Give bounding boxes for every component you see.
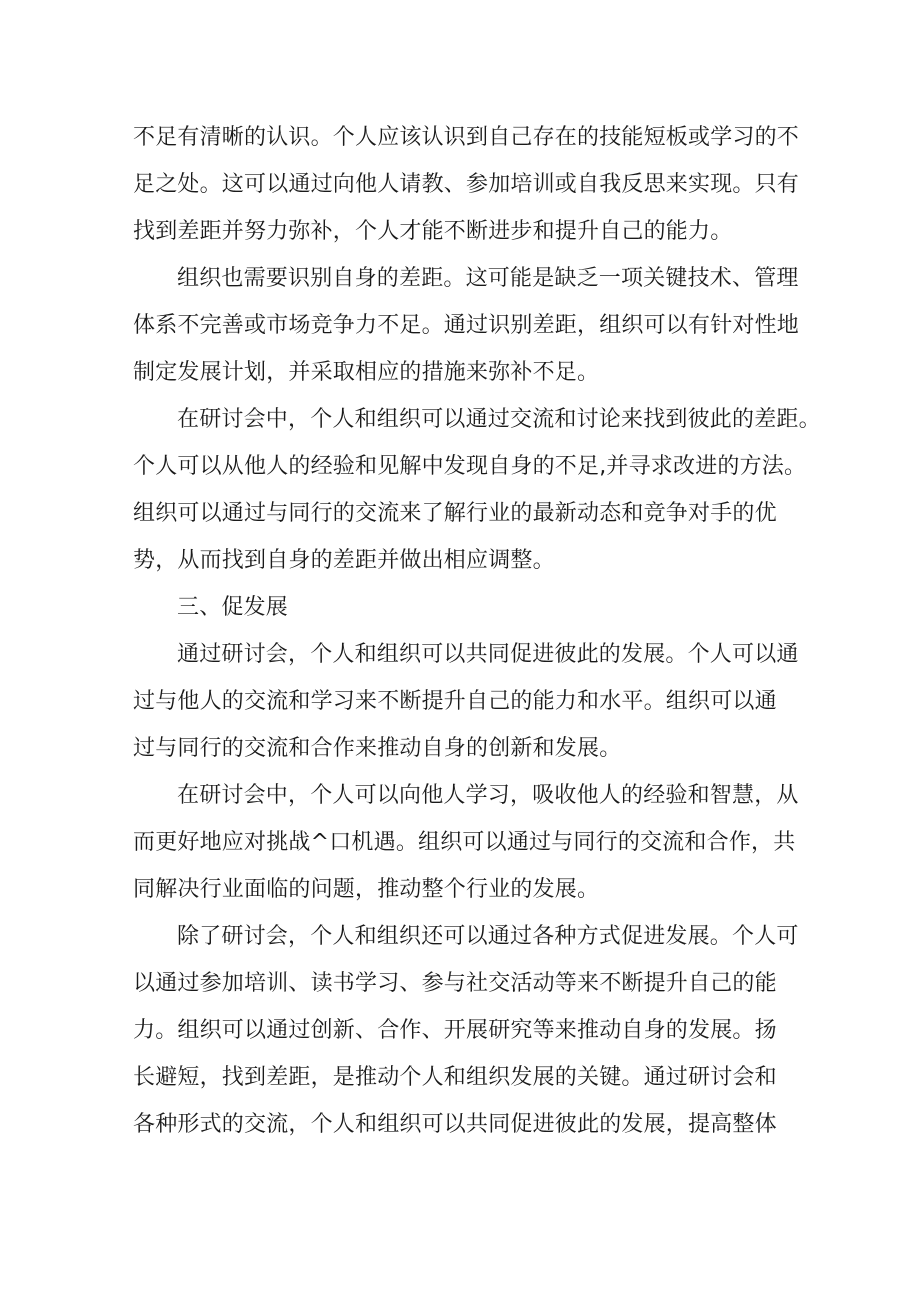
text-line: 在研讨会中，个人可以向他人学习，吸收他人的经验和智慧，从 bbox=[177, 783, 799, 808]
body-text bbox=[133, 114, 821, 1148]
text-line: 力。组织可以通过创新、合作、开展研究等来推动自身的发展。扬 bbox=[133, 1018, 777, 1043]
text-line: 各种形式的交流，个人和组织可以共同促进彼此的发展，提高整体 bbox=[133, 1112, 777, 1137]
text-line: 除了研讨会，个人和组织还可以通过各种方式促进发展。个人可 bbox=[177, 924, 799, 949]
text-line: 通过研讨会，个人和组织可以共同促进彼此的发展。个人可以通 bbox=[177, 642, 799, 667]
text-line: 足之处。这可以通过向他人请教、参加培训或自我反思来实现。只有 bbox=[133, 172, 800, 197]
text-line: 不足有清晰的认识。个人应该认识到自己存在的技能短板或学习的不 bbox=[133, 125, 800, 150]
text-line: 同解决行业面临的问题，推动整个行业的发展。 bbox=[133, 877, 600, 902]
text-line: 在研讨会中，个人和组织可以通过交流和讨论来找到彼此的差距。 bbox=[177, 407, 821, 432]
text-line: 制定发展计划，并采取相应的措施来弥补不足。 bbox=[133, 360, 600, 385]
text-line: 以通过参加培训、读书学习、参与社交活动等来不断提升自己的能 bbox=[133, 971, 777, 996]
text-line: 过与同行的交流和合作来推动自身的创新和发展。 bbox=[133, 736, 622, 761]
text-line: 个人可以从他人的经验和见解中发现自身的不足,并寻求改进的方法。 bbox=[133, 454, 807, 479]
text-line: 体系不完善或市场竞争力不足。通过识别差距，组织可以有针对性地 bbox=[133, 313, 800, 338]
text-line: 组织可以通过与同行的交流来了解行业的最新动态和竞争对手的优 bbox=[133, 501, 777, 526]
text-line: 长避短，找到差距，是推动个人和组织发展的关键。通过研讨会和 bbox=[133, 1065, 777, 1090]
text-line: 而更好地应对挑战^口机遇。组织可以通过与同行的交流和合作，共 bbox=[133, 830, 796, 855]
section-heading: 三、促发展 bbox=[177, 595, 289, 620]
text-line: 势，从而找到自身的差距并做出相应调整。 bbox=[133, 548, 555, 573]
text-line: 找到差距并努力弥补，个人才能不断进步和提升自己的能力。 bbox=[133, 219, 733, 244]
text-line: 组织也需要识别自身的差距。这可能是缺乏一项关键技术、管理 bbox=[177, 266, 799, 291]
text-line: 过与他人的交流和学习来不断提升自己的能力和水平。组织可以通 bbox=[133, 689, 777, 714]
